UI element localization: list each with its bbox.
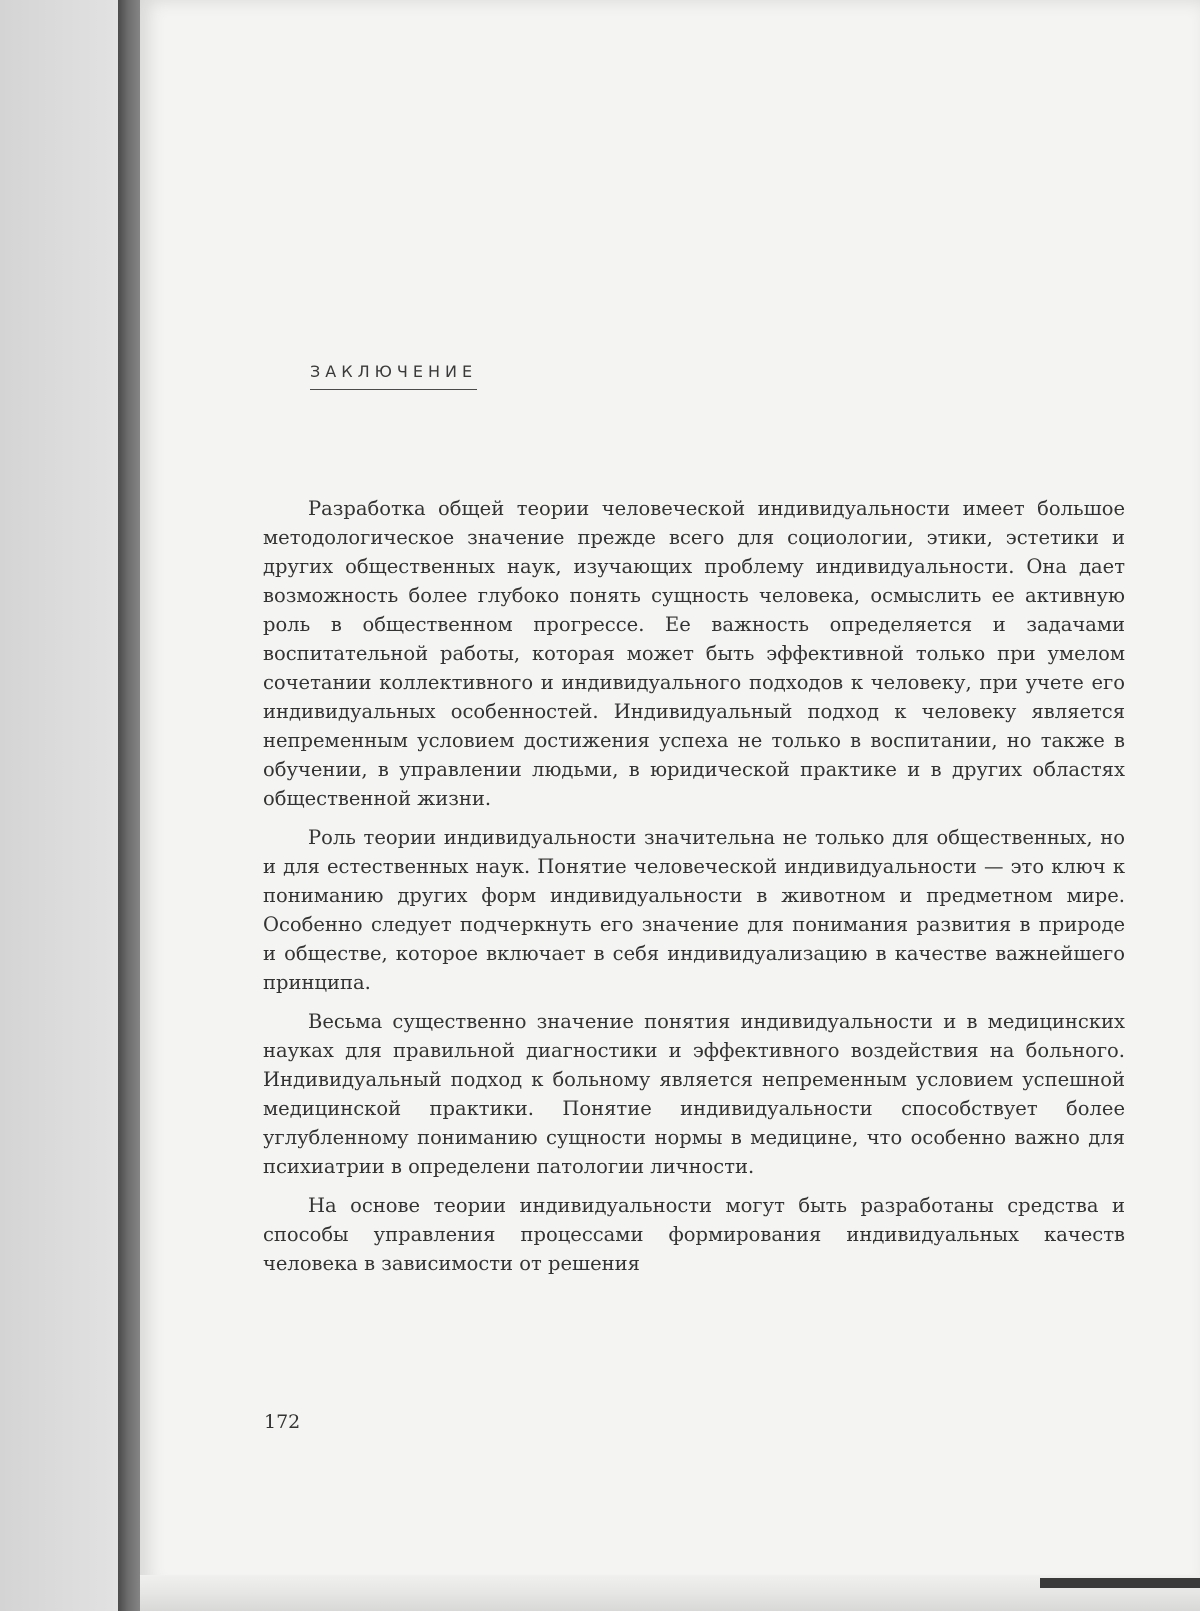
scan-artifact-bar xyxy=(1040,1578,1200,1588)
body-text xyxy=(263,494,1125,1288)
chapter-heading: ЗАКЛЮЧЕНИЕ xyxy=(310,362,477,390)
paragraph: На основе теории индивидуальности могут быть разработаны средства и способы управления процессами формирования индивидуальных качеств человека в зависимости от решения xyxy=(263,1194,1125,1275)
book-spine-edge xyxy=(0,0,118,1611)
paragraph: Весьма существенно значение понятия индивидуальности и в медицинских науках для правильной диагностики и эффективного воздействия на больного. Индивидуальный подход к больному является непременным условием успешной медицинской практики. Понятие индивидуальности способствует более углубленному пониманию сущности нормы в медицине, что особенно важно для психиатрии в определени патологии личности. xyxy=(263,1010,1125,1178)
page-number: 172 xyxy=(264,1411,301,1433)
paragraph: Разработка общей теории человеческой индивидуальности имеет большое методологическое значение прежде всего для социологии, этики, эстетики и других общественных наук, изучающих проблему индивидуальности. Она дает возможность более глубоко понять сущность человека, осмыслить ее активную роль в общественном прогрессе. Ее важность определяется и задачами воспитательной работы, которая может быть эффективной только при умелом сочетании коллективного и индивидуального подходов к человеку, при учете его индивидуальных особенностей. Индивидуальный подход к человеку является непременным условием достижения успеха не только в воспитании, но также в обучении, в управлении людьми, в юридической практике и в других областях общественной жизни. xyxy=(263,497,1125,810)
paragraph: Роль теории индивидуальности значительна не только для общественных, но и для естественных наук. Понятие человеческой индивидуальности — это ключ к пониманию других форм индивидуальности в животном и предметном мире. Особенно следует подчеркнуть его значение для понимания развития в природе и обществе, которое включает в себя индивидуализацию в качестве важнейшего принципа. xyxy=(263,826,1125,994)
